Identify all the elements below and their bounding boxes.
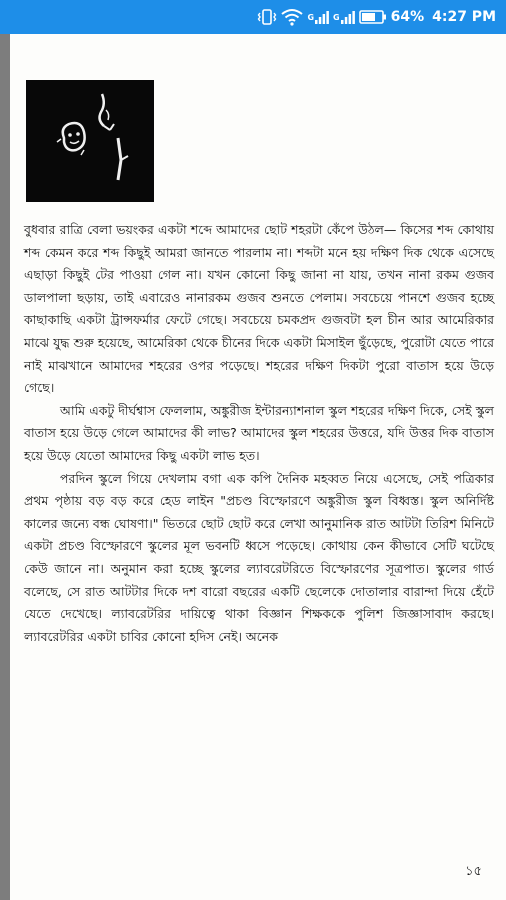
chapter-illustration (26, 80, 154, 202)
paragraph: পরদিন স্কুলে গিয়ে দেখলাম বগা এক কপি দৈনিক মহব্বত নিয়ে এসেছে, সেই পত্রিকার প্রথম পৃষ্ঠায় বড় বড় করে হেড লাইন "প্রচণ্ড বিস্ফোরণে অঙ্কুরীজ স্কুল বিধ্বস্ত। স্কুল অনির্দিষ্ট কালের জন্যে বন্ধ ঘোষণা।" ভিতরে ছোট ছোট করে লেখা আনুমানিক রাত আটটা তিরিশ মিনিটে একটা প্রচণ্ড বিস্ফোরণে স্কুলের মূল ভবনটি ধ্বসে পড়েছে। কোথায় কেন কীভাবে সেটি ঘটেছে কেউ জানে না। অনুমান করা হচ্ছে স্কুলের ল্যাবরেটরিতে বিস্ফোরণের সূত্রপাত। স্কুলের গার্ড বলেছে, সে রাত আটটার দিকে দশ বারো বছরের একটি ছেলেকে দোতালার বারান্দা দিয়ে হেঁটে যেতে দেখেছে। ল্যাবরেটরির দায়িত্বে থাকা বিজ্ঞান শিক্ষককে পুলিশ জিজ্ঞাসাবাদ করছে। ল্যাবরেটরির একটা চাবির কোনো হদিস নেই। অনেক (24, 470, 494, 644)
signal-icon (315, 10, 329, 24)
viewer-left-edge (0, 34, 10, 900)
wifi-icon (281, 8, 303, 26)
status-bar (0, 0, 506, 34)
network-type-1: G (307, 12, 315, 22)
paragraph: আমি একটু দীর্ঘশ্বাস ফেললাম, অঙ্কুরীজ ইন্টারন্যাশনাল স্কুল শহরের দক্ষিণ দিকে, সেই স্কুল বাতাস হয়ে উড়ে গেলে আমাদের কী লাভ? আমাদের স্কুল শহরের উত্তরে, যদি উত্তর দিক বাতাস হয়ে উড়ে যেতো আমাদের কিছু একটা লাভ হত। (24, 402, 494, 463)
paragraph: বুধবার রাত্রি বেলা ভয়ংকর একটা শব্দে আমাদের ছোট শহরটা কেঁপে উঠল— কিসের শব্দ কোথায় শব্দ কেমন করে শব্দ কিছুই আমরা জানতে পারলাম না। শব্দটা মনে হয় দক্ষিণ দিক থেকে এসেছে এছাড়া কিছুই টের পাওয়া গেল না। যখন কোনো কিছু জানা না যায়, তখন নানা রকম গুজব ডালপালা ছড়ায়, তাই এবারেও নানারকম গুজব শুনতে পেলাম। সবচেয়ে পানশে গুজব হচ্ছে কাছাকাছি একটা ট্রান্সফর্মার ফেটে গেছে। সবচেয়ে চমকপ্রদ গুজবটা হল চীন আর আমেরিকার মাঝে যুদ্ধ শুরু হয়েছে, আমেরিকা থেকে চীনের দিকে একটা মিসাইল ছুঁড়েছে, পুরোটা যেতে পারে নাই মাঝখানে আমাদের শহরের ওপর পড়েছে। শহরের দক্ষিণ দিকটা পুরো বাতাস হয়ে উড়ে গেছে। (24, 222, 494, 396)
story-text (24, 219, 494, 648)
battery-percentage: 64% (390, 9, 425, 25)
battery-icon (359, 10, 387, 24)
book-page[interactable] (10, 34, 506, 900)
network-type-2: G (333, 12, 340, 22)
vibrate-icon (257, 8, 277, 26)
clock: 4:27 PM (432, 9, 496, 25)
page-number: ১৫ (465, 864, 482, 879)
signal-icon (341, 10, 355, 24)
